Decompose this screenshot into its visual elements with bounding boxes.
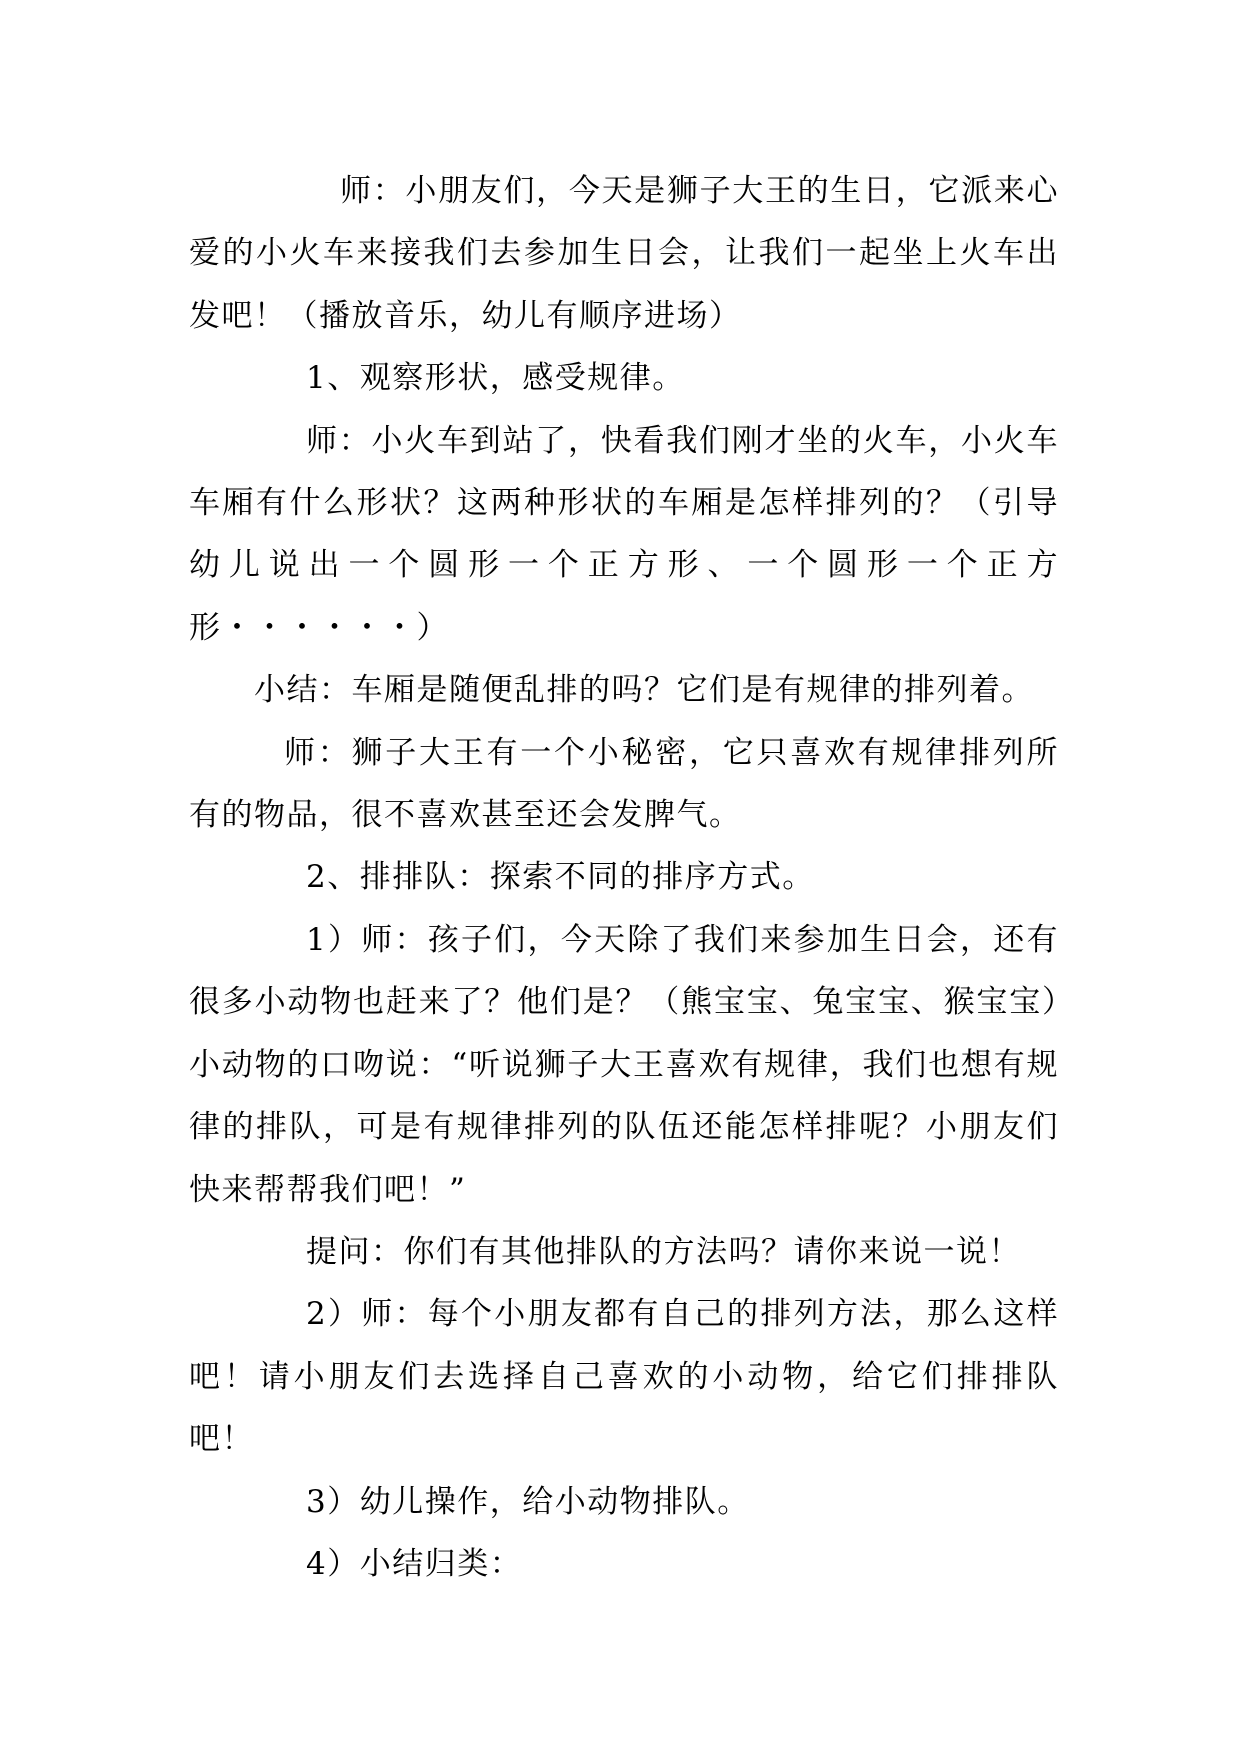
paragraph-question: 提问：你们有其他排队的方法吗？请你来说一说！ [306, 1233, 1021, 1270]
paragraph-step-2-heading: 2、排排队：探索不同的排序方式。 [306, 859, 815, 896]
document-body [189, 160, 1059, 1595]
paragraph-summary-classify: 4）小结归类： [306, 1545, 523, 1582]
paragraph-lion-secret: 师：狮子大王有一个小秘密，它只喜欢有规律排列所有的物品，很不喜欢甚至还会发脾气。 [189, 734, 1059, 834]
paragraph-train-question: 师：小火车到站了，快看我们刚才坐的火车，小火车车厢有什么形状？这两种形状的车厢是怎样排列的？（引导幼儿说出一个圆形一个正方形、一个圆形一个正方形・・・・・・） [189, 422, 1059, 646]
paragraph-step-1-heading: 1、观察形状，感受规律。 [306, 360, 685, 397]
paragraph-children-operate: 3）幼儿操作，给小动物排队。 [306, 1483, 750, 1520]
paragraph-animals-arrive: 1）师：孩子们，今天除了我们来参加生日会，还有很多小动物也赶来了？他们是？（熊宝宝、兔宝宝、猴宝宝）小动物的口吻说：“听说狮子大王喜欢有规律，我们也想有规律的排队，可是有规律排列的队伍还能怎样排呢？小朋友们快来帮帮我们吧！” [189, 921, 1059, 1208]
paragraph-intro: 师：小朋友们，今天是狮子大王的生日，它派来心爱的小火车来接我们去参加生日会，让我们一起坐上火车出发吧！（播放音乐，幼儿有顺序进场） [189, 173, 1059, 334]
paragraph-summary-1: 小结：车厢是随便乱排的吗？它们是有规律的排列着。 [254, 672, 1034, 709]
paragraph-choose-animals: 2）师：每个小朋友都有自己的排列方法，那么这样吧！请小朋友们去选择自己喜欢的小动物，给它们排排队吧！ [189, 1296, 1059, 1458]
